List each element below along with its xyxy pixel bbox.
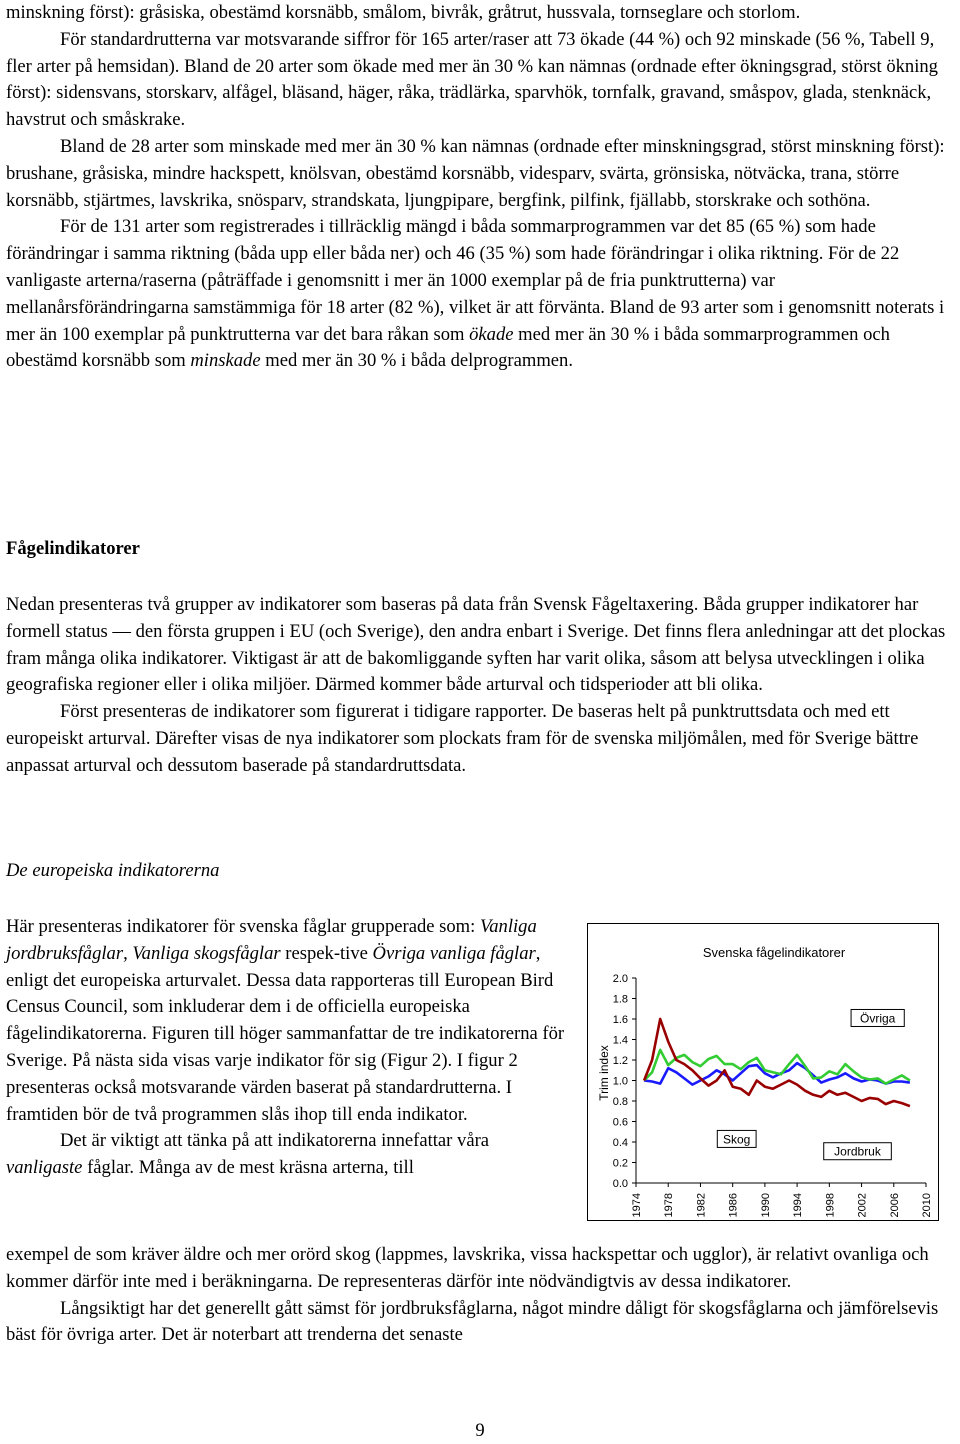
indicator-chart — [587, 923, 939, 1221]
y-tick-label: 0.2 — [612, 1157, 628, 1170]
top-text-block — [6, 0, 946, 375]
paragraph-comparison: För de 131 arter som registrerades i tillräcklig mängd i båda sommarprogrammen var det 85 (65 %) som hade förändringar i samma riktning (båda upp eller båda ner) och 46 (35 %) som hade förändringar i olika riktning. För de 22 vanligaste arterna/raserna (påträffade i genomsnitt i mer än 1000 exemplar på de fria punktrutterna) var mellanårsförändringarna samstämmiga för 18 arter (82 %), vilket är att förvänta. Bland de 93 arter som i genomsnitt noterats i mer än 100 exemplar på punktrutterna var det bara råkan som ökade med mer än 30 % i båda sommarprogrammen och obestämd korsnäbb som minskade med mer än 30 % i båda delprogrammen. — [6, 216, 945, 372]
series-label: Skog — [723, 1132, 751, 1147]
paragraph-groups: Här presenteras indikatorer för svenska fåglar grupperade som: Vanliga jordbruksfåglar, Vanliga skogsfåglar respek-tive Övriga vanliga fåglar, enligt det europeiska arturvalet. Dessa data rapporteras till European Bird Census Council, som inkluderar dem i de officiella europeiska fågelindikatorerna. Figuren till höger sammanfattar de tre indikatorerna för Sverige. På nästa sida visas varje indikator för sig (Figur 2). I figur 2 presenteras också motsvarande värden baserat på standardrutterna. I framtiden bör de två programmen slås ihop till enda indikator. — [6, 916, 565, 1125]
y-tick-label: 1.4 — [612, 1034, 628, 1047]
paragraph-standard-routes: För standardrutterna var motsvarande siffror för 165 arter/raser att 73 ökade (44 %) och 92 minskade (56 %, Tabell 9, fler arter på hemsidan). Bland de 20 arter som ökade med mer än 30 % kan nämnas (ordnade efter ökningsgrad, störst ökning först): sidensvans, storskarv, alfågel, bläsand, häger, råka, trädlärka, sparvhök, tornfalk, gravand, småspov, glada, stenknäck, havstrut och småskrake. — [6, 28, 938, 131]
paragraph-long-term: Långsiktigt har det generellt gått sämst för jordbruksfåglarna, något mindre dåligt för skogsfåglarna och jämförelsevis bäst för övriga arter. Det är noterbart att trenderna det senaste — [6, 1297, 939, 1346]
y-tick-label: 1.0 — [612, 1075, 628, 1088]
paragraph-decreasing-species: Bland de 28 arter som minskade med mer än 30 % kan nämnas (ordnade efter minskningsgrad, störst minskning först): brushane, gråsiska, mindre hackspett, knölsvan, obestämd korsnäbb, videsparv, svärta, grönsiska, nötväcka, trana, större korsnäbb, stjärtmes, lavskrika, snösparv, strandskata, ljungpipare, bergfink, pilfink, fjällabb, storskrake och sothöna. — [6, 135, 945, 211]
x-tick-label: 1986 — [727, 1193, 740, 1218]
y-tick-label: 2.0 — [612, 973, 628, 985]
paragraph-indicator-order: Först presenteras de indikatorer som figurerat i tidigare rapporter. De baseras helt på punktruttsdata och med ett europeiskt arturval. Därefter visas de nya indikatorer som plockats fram för de svenska miljömålen, med för Sverige bättre anpassat arturval och dessutom baserade på standardruttsdata. — [6, 701, 919, 776]
series-label: Jordbruk — [834, 1144, 881, 1159]
y-tick-label: 0.8 — [612, 1096, 628, 1108]
y-tick-label: 1.8 — [612, 993, 628, 1006]
paragraph-indicator-intro: Nedan presenteras två grupper av indikatorer som baseras på data från Svensk Fågeltaxering. Båda grupper indikatorer har formell status — den första gruppen i EU (och Sverige), den andra enbart i Sverige. Det finns flera anledningar att det plockas fram många olika indikatorer. Viktigast är att de bakomliggande syften har varit olika, såsom att belysa utvecklingen i olika geografiska regioner eller i olika miljöer. Därmed kommer både arturval och tidsperioder att bli olika. — [6, 594, 946, 696]
x-tick-label: 2010 — [921, 1193, 933, 1218]
y-tick-label: 0.0 — [612, 1178, 628, 1190]
bottom-text-block — [6, 1242, 946, 1349]
y-tick-label: 0.4 — [612, 1137, 628, 1149]
x-tick-label: 1990 — [759, 1193, 772, 1218]
y-tick-label: 1.6 — [612, 1014, 628, 1026]
paragraph-rare-species: exempel de som kräver äldre och mer orörd skog (lappmes, lavskrika, vissa hackspettar och ugglor), är relativt ovanliga och kommer därför inte med i beräkningarna. De representeras därför inte nödvändigtvis av dessa indikatorer. — [6, 1244, 929, 1292]
chart-marks — [613, 973, 933, 1217]
series-label: Övriga — [859, 1011, 896, 1026]
indicator-chart-svg — [588, 924, 938, 1220]
y-axis-label: Trim index — [597, 1045, 611, 1101]
x-tick-label: 2002 — [856, 1193, 869, 1218]
chart-title: Svenska fågelindikatorer — [702, 945, 846, 960]
subheading-european-indicators: De europeiska indikatorerna — [6, 860, 220, 881]
x-tick-label: 1982 — [695, 1193, 708, 1218]
section-heading: Fågelindikatorer — [6, 538, 140, 559]
paragraph-continuation: minskning först): gråsiska, obestämd korsnäbb, smålom, bivråk, gråtrut, hussvala, tornseglare och storlom. — [6, 2, 801, 23]
x-tick-label: 1998 — [824, 1193, 837, 1218]
y-tick-label: 1.2 — [612, 1055, 628, 1067]
y-tick-label: 0.6 — [612, 1116, 628, 1129]
page-number: 9 — [475, 1420, 485, 1441]
x-tick-label: 1974 — [631, 1193, 643, 1218]
wrapped-text-column — [6, 914, 566, 1182]
paragraph-common-species: Det är viktigt att tänka på att indikatorerna innefattar våra vanligaste fåglar. Många av de mest kräsna arterna, till — [6, 1130, 490, 1179]
x-tick-label: 2006 — [888, 1193, 901, 1218]
series-line-jordbruk — [644, 1019, 910, 1106]
section-text-block — [6, 592, 946, 780]
x-tick-label: 1994 — [792, 1193, 805, 1218]
x-tick-label: 1978 — [663, 1193, 676, 1218]
